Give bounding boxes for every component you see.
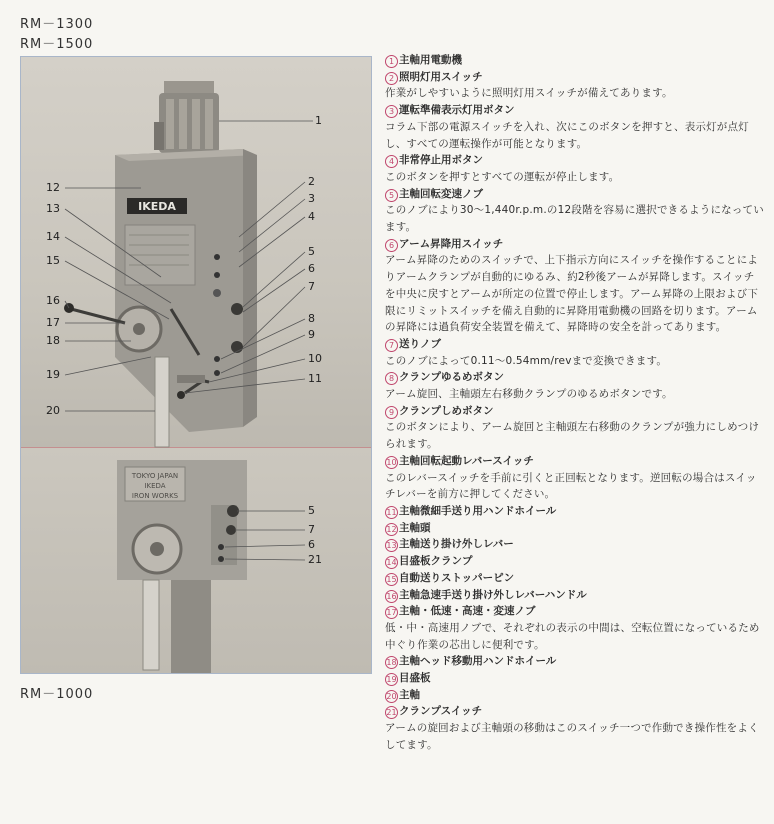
plate-line-2: IKEDA — [144, 482, 166, 490]
item-number: 2 — [385, 72, 398, 85]
item-15 — [385, 570, 765, 587]
callout-12: 12 — [46, 181, 60, 194]
callout-bottom-21: 21 — [308, 553, 322, 566]
item-title: 主軸回転変速ノブ — [399, 187, 483, 200]
spindle-icon — [155, 357, 169, 447]
item-body: このノブによって0.11～0.54mm/revまで変換できます。 — [385, 354, 668, 367]
item-title: 運転準備表示灯用ボタン — [399, 104, 515, 117]
item-title: 主軸頭 — [399, 521, 431, 534]
item-title: 主軸 — [399, 688, 420, 701]
spindle-head-body — [115, 149, 243, 432]
item-number: 20 — [386, 691, 397, 701]
callout-7: 7 — [308, 280, 315, 293]
callout-19: 19 — [46, 368, 60, 381]
callout-bottom-7: 7 — [308, 523, 315, 536]
brand-text: IKEDA — [138, 200, 176, 213]
item-title: 目盛板 — [399, 672, 431, 685]
plate-line-1: TOKYO JAPAN — [131, 472, 179, 480]
item-title: 自動送りストッパーピン — [399, 571, 515, 584]
item-2 — [385, 69, 765, 102]
item-number: 15 — [386, 574, 397, 584]
item-number: 11 — [386, 507, 397, 517]
model-label-rm1000: RM－1000 — [20, 687, 94, 702]
item-10 — [385, 453, 765, 503]
item-12 — [385, 520, 765, 537]
item-9 — [385, 403, 765, 453]
item-title: クランプゆるめボタン — [399, 371, 504, 384]
item-7 — [385, 336, 765, 369]
machine-photo-panel — [20, 56, 372, 674]
item-16 — [385, 587, 765, 604]
item-17 — [385, 603, 765, 653]
item-number: 3 — [385, 105, 398, 118]
item-number: 7 — [385, 339, 398, 352]
item-8 — [385, 369, 765, 402]
callout-1: 1 — [315, 114, 322, 127]
item-number: 8 — [385, 372, 398, 385]
item-body: このボタンにより、アーム旋回と主軸頭左右移動のクランプが強力にしめつけられます。 — [385, 421, 760, 451]
item-number: 19 — [386, 675, 397, 685]
callout-11: 11 — [308, 372, 322, 385]
stop-button-icon[interactable] — [213, 289, 221, 297]
item-title: クランプしめボタン — [399, 404, 494, 417]
item-title: 主軸・低速・高速・変速ノブ — [399, 605, 536, 618]
item-number: 21 — [386, 708, 397, 718]
item-21 — [385, 703, 765, 753]
item-body: このレバースイッチを手前に引くと正回転となります。逆回転の場合はスイッチレバーを前方に押してください。 — [385, 471, 757, 501]
item-title: アーム昇降用スイッチ — [399, 237, 504, 250]
callout-5: 5 — [308, 245, 315, 258]
item-number: 10 — [386, 457, 397, 467]
item-body: アーム旋回、主軸頭左右移動クランプのゆるめボタンです。 — [385, 388, 673, 401]
item-6 — [385, 236, 765, 336]
item-number: 14 — [386, 558, 397, 568]
item-3 — [385, 102, 765, 152]
ready-button-icon[interactable] — [214, 272, 220, 278]
callout-9: 9 — [308, 328, 315, 341]
callout-10: 10 — [308, 352, 322, 365]
item-18 — [385, 653, 765, 670]
callout-3: 3 — [308, 192, 315, 205]
item-title: 目盛板クランプ — [399, 555, 473, 568]
speed-knob-icon[interactable] — [231, 303, 243, 315]
item-title: 非常停止用ボタン — [399, 154, 483, 167]
callout-2: 2 — [308, 175, 315, 188]
callout-6: 6 — [308, 262, 315, 275]
callout-13: 13 — [46, 202, 60, 215]
item-13 — [385, 536, 765, 553]
item-1 — [385, 52, 765, 69]
item-number: 1 — [385, 55, 398, 68]
item-title: 主軸急速手送り掛け外しレバーハンドル — [399, 588, 587, 601]
item-number: 12 — [386, 524, 397, 534]
item-title: クランプスイッチ — [399, 705, 483, 718]
item-19 — [385, 670, 765, 687]
rm1000-arm-switch-icon[interactable] — [218, 544, 224, 550]
callout-4: 4 — [308, 210, 315, 223]
item-number: 6 — [385, 239, 398, 252]
callout-14: 14 — [46, 230, 60, 243]
item-body: このノブにより30～1,440r.p.m.の12段階を容易に選択できるようになっています。 — [385, 204, 764, 234]
callout-16: 16 — [46, 294, 60, 307]
item-number: 4 — [385, 155, 398, 168]
model-label-rm1500: RM－1500 — [20, 37, 94, 52]
item-number: 16 — [386, 591, 397, 601]
item-number: 18 — [386, 658, 397, 668]
model-label-rm1300: RM－1300 — [20, 17, 94, 32]
item-14 — [385, 553, 765, 570]
item-title: 主軸回転起動レバースイッチ — [399, 454, 534, 467]
callout-18: 18 — [46, 334, 60, 347]
item-body: 低・中・高速用ノブで、それぞれの表示の中間は、空転位置になっているため中ぐり作業の芯出しに便利です。 — [385, 621, 760, 651]
item-number: 9 — [385, 406, 398, 419]
item-body: このボタンを押すとすべての運転が停止します。 — [385, 170, 620, 183]
item-20 — [385, 687, 765, 704]
callout-8: 8 — [308, 312, 315, 325]
drill-head-illustration — [21, 57, 371, 673]
callout-bottom-6: 6 — [308, 538, 315, 551]
plate-line-3: IRON WORKS — [131, 492, 179, 500]
lamp-switch-icon[interactable] — [214, 254, 220, 260]
callout-bottom-5: 5 — [308, 504, 315, 517]
item-number: 13 — [386, 541, 397, 551]
parts-description-list — [385, 52, 765, 754]
item-body: アーム昇降のためのスイッチで、上下指示方向にスイッチを操作することによりアームクランプが自動的にゆるみ、約2秒後アームが昇降します。スイッチを中央に戻すとアームが所定の位置で停止します。アーム昇降の上限および下限にリミットスイッチを備え自動的に昇降用電動機の回路を切ります。アームの昇降には過負荷安全装置を備えて、昇降時の安全を計ってあります。 — [385, 254, 759, 334]
item-number: 5 — [385, 189, 398, 202]
item-title: 主軸ヘッド移動用ハンドホイール — [399, 655, 557, 668]
item-title: 送りノブ — [399, 337, 441, 350]
item-body: 作業がしやすいように照明灯用スイッチが備えてあります。 — [385, 87, 673, 100]
item-11 — [385, 503, 765, 520]
motor-cap — [164, 81, 214, 93]
item-title: 照明灯用スイッチ — [399, 70, 483, 83]
clamp-release-button-icon[interactable] — [214, 356, 220, 362]
item-title: 主軸送り掛け外しレバー — [399, 538, 514, 551]
callout-17: 17 — [46, 316, 60, 329]
item-number: 17 — [386, 608, 397, 618]
callout-15: 15 — [46, 254, 60, 267]
rm1000-clamp-switch-icon[interactable] — [218, 556, 224, 562]
item-4 — [385, 152, 765, 185]
item-body: アームの旋回および主軸頭の移動はこのスイッチ一つで作動でき操作性をよくしてます。 — [385, 722, 759, 751]
callout-20: 20 — [46, 404, 60, 417]
item-title: 主軸微細手送り用ハンドホイール — [399, 504, 557, 517]
clamp-lock-button-icon[interactable] — [214, 370, 220, 376]
item-5 — [385, 186, 765, 236]
item-body: コラム下部の電源スイッチを入れ、次にこのボタンを押すと、表示灯が点灯し、すべての運転操作が可能となります。 — [385, 120, 749, 150]
rm1000-feed-knob-icon[interactable] — [226, 525, 236, 535]
item-title: 主軸用電動機 — [399, 54, 462, 66]
